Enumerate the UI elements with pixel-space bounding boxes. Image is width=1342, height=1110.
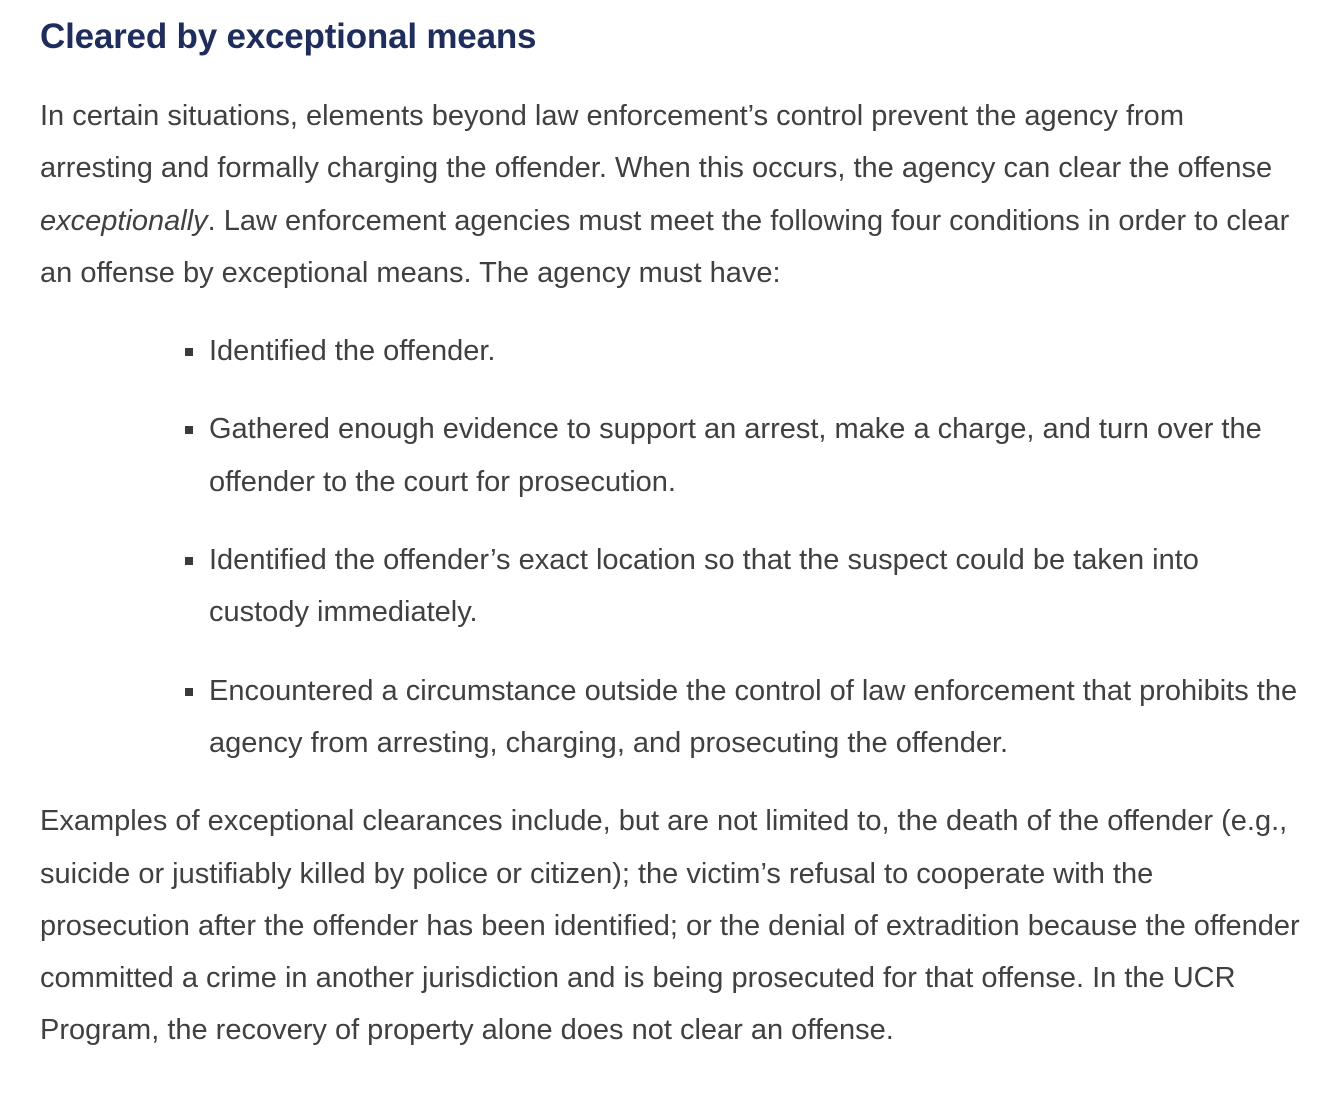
intro-text-before: In certain situations, elements beyond law enforcement’s control prevent the agency from arresting and formally charging the offender. When this occurs, the agency can clear the offense [40,100,1273,185]
square-bullet-icon [185,348,193,356]
intro-emphasis: exceptionally [40,204,208,237]
condition-text: Identified the offender’s exact location so that the suspect could be taken into custody immediately. [209,544,1199,629]
conditions-list [40,325,1302,769]
condition-text: Gathered enough evidence to support an arrest, make a charge, and turn over the offender to the court for prosecution. [209,413,1262,498]
intro-text-after: . Law enforcement agencies must meet the following four conditions in order to clear an offense by exceptional means. The agency must have: [40,204,1290,289]
intro-paragraph [40,90,1302,299]
square-bullet-icon [185,688,193,696]
square-bullet-icon [185,557,193,565]
examples-paragraph: Examples of exceptional clearances include, but are not limited to, the death of the offender (e.g., suicide or justifiably killed by police or citizen); the victim’s refusal to cooperate with the prosecution after the offender has been identified; or the denial of extradition because the offender committed a crime in another jurisdiction and is being prosecuted for that offense. In the UCR Program, the recovery of property alone does not clear an offense. [40,805,1300,1047]
list-item [209,534,1302,639]
square-bullet-icon [185,426,193,434]
list-item [209,403,1302,508]
condition-text: Identified the offender. [209,335,496,368]
list-item [209,325,1302,377]
list-item [209,665,1302,770]
condition-text: Encountered a circumstance outside the control of law enforcement that prohibits the agency from arresting, charging, and prosecuting the offender. [209,674,1298,759]
section-heading: Cleared by exceptional means [40,17,537,56]
